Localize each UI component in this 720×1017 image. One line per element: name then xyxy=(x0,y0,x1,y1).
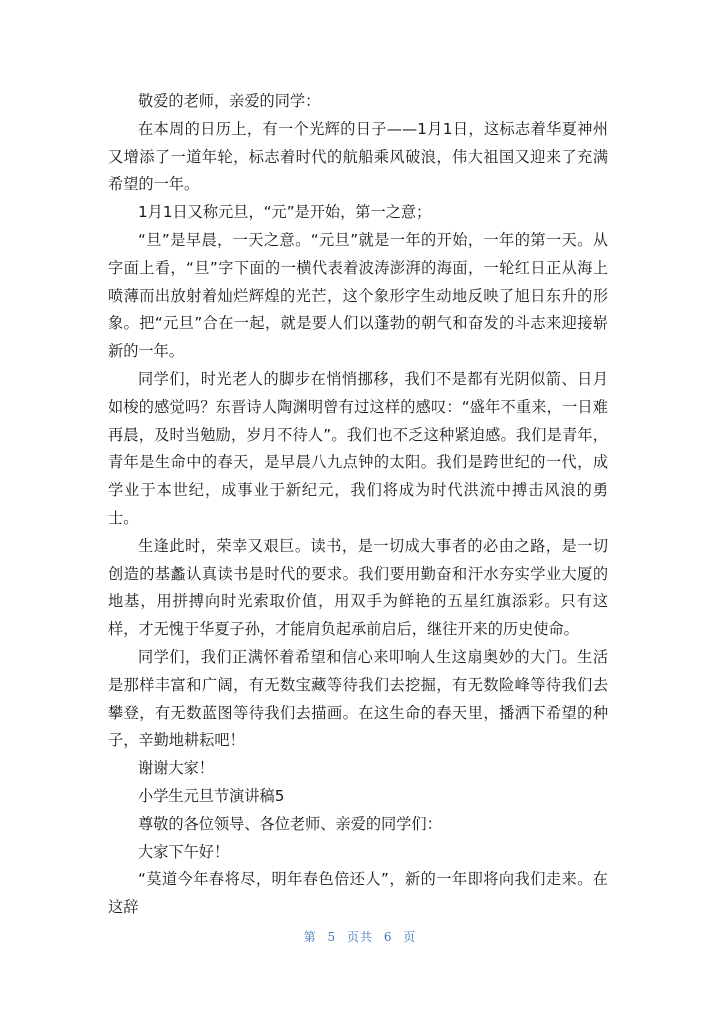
paragraph-study: 生逢此时，荣幸又艰巨。读书，是一切成大事者的必由之路，是一切创造的基蠡认真读书是时代的要求。我们要用勤奋和汗水夯实学业大厦的地基，用拼搏向时光索取价值，用双手为鲜艳的五星红旗添彩。只有这样，才无愧于华夏子孙，才能肩负起承前启后，继往开来的历史使命。 xyxy=(108,536,608,639)
paragraph-good-afternoon: 大家下午好！ xyxy=(138,842,230,861)
footer-mid: 页共 xyxy=(346,930,373,944)
paragraph-time: 同学们，时光老人的脚步在悄悄挪移，我们不是都有光阴似箭、日月如梭的感觉吗？东晋诗人陶渊明曾有过这样的感叹：“盛年不重来，一日难再晨，及时当勉励，岁月不待人”。我们也不乏这种紧迫感。我们是青年，青年是生命中的春天，是早晨八九点钟的太阳。我们是跨世纪的一代，成学业于本世纪，成事业于新纪元，我们将成为时代洪流中搏击风浪的勇士。 xyxy=(108,369,608,527)
paragraph-yuan-meaning: 1月1日又称元旦，“元”是开始，第一之意； xyxy=(138,203,432,222)
section-title: 小学生元旦节演讲稿5 xyxy=(138,786,285,805)
paragraph-intro: 在本周的日历上，有一个光辉的日子——1月1日，这标志着华夏神州又增添了一道年轮，标志着时代的航船乘风破浪，伟大祖国又迎来了充满希望的一年。 xyxy=(108,119,608,194)
paragraph-salutation: 尊敬的各位领导、各位老师、亲爱的同学们： xyxy=(138,814,442,833)
footer-prefix: 第 xyxy=(303,930,317,944)
paragraph-thanks: 谢谢大家！ xyxy=(138,759,214,778)
document-body xyxy=(108,88,608,922)
footer-suffix: 页 xyxy=(403,930,417,944)
paragraph-dan-meaning: “旦”是早晨，一天之意。“元旦”就是一年的开始，一年的第一天。从字面上看，“旦”字下面的一横代表着波涛澎湃的海面，一轮红日正从海上喷薄而出放射着灿烂辉煌的光芒，这个象形字生动地反映了旭日东升的形象。把“元旦”合在一起，就是要人们以蓬勃的朝气和奋发的斗志来迎接崭新的一年。 xyxy=(108,230,608,361)
paragraph-greeting: 敬爱的老师，亲爱的同学： xyxy=(138,92,321,110)
page-footer xyxy=(0,928,720,945)
paragraph-hope: 同学们，我们正满怀着希望和信心来叩响人生这扇奥妙的大门。生活是那样丰富和广阔，有无数宝藏等待我们去挖掘，有无数险峰等待我们去攀登，有无数蓝图等待我们去描画。在这生命的春天里，播洒下希望的种子，辛勤地耕耘吧！ xyxy=(108,647,608,750)
footer-total-pages: 6 xyxy=(383,930,393,944)
footer-current-page: 5 xyxy=(327,930,337,944)
paragraph-new-year: “莫道今年春将尽，明年春色倍还人”，新的一年即将向我们走来。在这辞 xyxy=(108,870,608,917)
